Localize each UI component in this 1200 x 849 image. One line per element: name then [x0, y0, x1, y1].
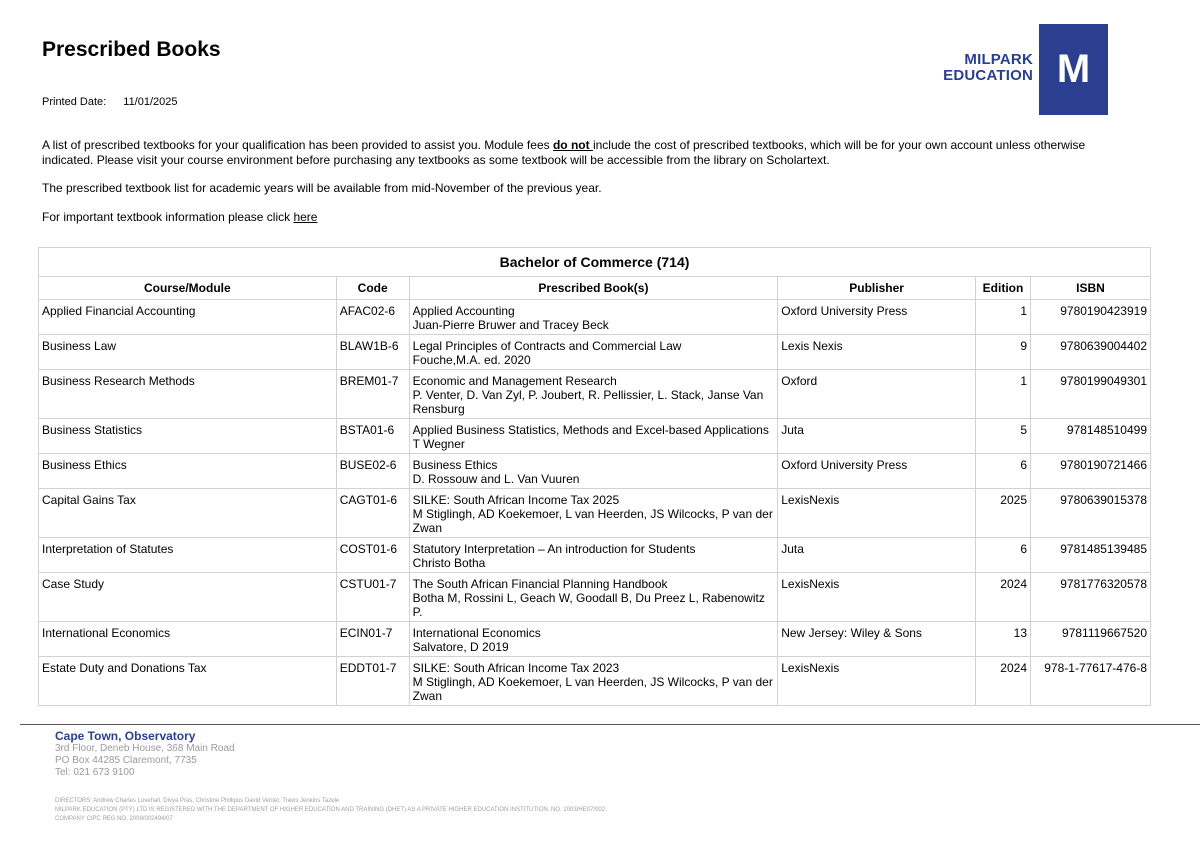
here-link[interactable]: here: [293, 210, 318, 224]
table-row: [39, 370, 1151, 419]
book-cell: [409, 538, 778, 573]
column-header: Course/Module: [39, 277, 337, 300]
edition-cell: 1: [976, 370, 1031, 419]
availability-note: The prescribed textbook list for academic years will be available from mid-November of the previous year.: [42, 181, 602, 195]
info-link-text: For important textbook information please click: [42, 210, 294, 224]
book-cell: [409, 335, 778, 370]
column-header: Edition: [976, 277, 1031, 300]
book-cell: [409, 657, 778, 706]
printed-date-value: 11/01/2025: [123, 96, 178, 108]
logo-wordmark: [937, 52, 1033, 84]
code-cell: BUSE02-6: [336, 454, 409, 489]
book-title: Economic and Management Research: [412, 374, 617, 388]
table-row: [39, 538, 1151, 573]
footer-address-line: 3rd Floor, Deneb House, 368 Main Road: [55, 743, 235, 754]
column-header: ISBN: [1031, 277, 1151, 300]
book-authors: Christo Botha: [412, 556, 486, 570]
edition-cell: 13: [976, 622, 1031, 657]
edition-cell: 6: [976, 538, 1031, 573]
book-cell: [409, 454, 778, 489]
module-cell: Capital Gains Tax: [39, 489, 337, 538]
code-cell: BSTA01-6: [336, 419, 409, 454]
book-authors: Juan-Pierre Bruwer and Tracey Beck: [412, 318, 609, 332]
book-title: SILKE: South African Income Tax 2023: [412, 661, 620, 675]
publisher-cell: Oxford University Press: [778, 454, 976, 489]
book-authors: D. Rossouw and L. Van Vuuren: [412, 472, 580, 486]
publisher-cell: LexisNexis: [778, 573, 976, 622]
footer-campus: Cape Town, Observatory: [55, 729, 196, 743]
module-cell: Case Study: [39, 573, 337, 622]
book-authors: M Stiglingh, AD Koekemoer, L van Heerden, JS Wilcocks, P van der Zwan: [412, 507, 773, 535]
isbn-cell: 9781485139485: [1031, 538, 1151, 573]
page-title: Prescribed Books: [42, 38, 221, 61]
publisher-cell: New Jersey: Wiley & Sons: [778, 622, 976, 657]
publisher-cell: Oxford University Press: [778, 300, 976, 335]
book-authors: P. Venter, D. Van Zyl, P. Joubert, R. Pellissier, L. Stack, Janse Van Rensburg: [412, 388, 764, 416]
prescribed-books-table: [38, 247, 1151, 706]
footer-divider: [20, 724, 1200, 725]
code-cell: CSTU01-7: [336, 573, 409, 622]
module-cell: Estate Duty and Donations Tax: [39, 657, 337, 706]
code-cell: EDDT01-7: [336, 657, 409, 706]
book-title: SILKE: South African Income Tax 2025: [412, 493, 620, 507]
publisher-cell: Oxford: [778, 370, 976, 419]
book-title: Statutory Interpretation – An introduction for Students: [412, 542, 696, 556]
table-row: [39, 622, 1151, 657]
printed-date-label: Printed Date:: [42, 96, 107, 108]
footer-company-reg: COMPANY CIPC REG NO. 2009/002494/07: [55, 816, 173, 822]
degree-title: Bachelor of Commerce (714): [39, 248, 1151, 277]
book-authors: Salvatore, D 2019: [412, 640, 509, 654]
footer-address: [55, 743, 235, 779]
table-row: [39, 419, 1151, 454]
table-header-row: [39, 277, 1151, 300]
isbn-cell: 9781119667520: [1031, 622, 1151, 657]
table-row: [39, 454, 1151, 489]
module-cell: Business Statistics: [39, 419, 337, 454]
publisher-cell: Lexis Nexis: [778, 335, 976, 370]
book-title: International Economics: [412, 626, 541, 640]
book-cell: [409, 419, 778, 454]
book-cell: [409, 489, 778, 538]
publisher-cell: LexisNexis: [778, 657, 976, 706]
book-title: Business Ethics: [412, 458, 498, 472]
publisher-cell: Juta: [778, 538, 976, 573]
module-cell: Business Ethics: [39, 454, 337, 489]
book-authors: Botha M, Rossini L, Geach W, Goodall B, Du Preez L, Rabenowitz P.: [412, 591, 765, 619]
info-link-line: [42, 210, 317, 224]
intro-paragraph: [42, 138, 1132, 168]
intro-text-2: include the cost of prescribed textbooks, which will be for your own account unless otherwise indicated. Please visit your course environment before purchasing any textbooks as some textbook will be accessible from the library on Scholartext.: [42, 138, 1086, 167]
book-authors: Fouche,M.A. ed. 2020: [412, 353, 531, 367]
book-title: The South African Financial Planning Handbook: [412, 577, 668, 591]
footer-telephone: Tel: 021 673 9100: [55, 767, 135, 778]
logo-line-2: EDUCATION: [943, 67, 1033, 84]
edition-cell: 2025: [976, 489, 1031, 538]
code-cell: BLAW1B-6: [336, 335, 409, 370]
edition-cell: 2024: [976, 657, 1031, 706]
table-row: [39, 657, 1151, 706]
book-title: Applied Business Statistics, Methods and Excel-based Applications: [412, 423, 769, 437]
printed-date: [42, 96, 178, 108]
book-cell: [409, 370, 778, 419]
book-title: Legal Principles of Contracts and Commercial Law: [412, 339, 682, 353]
book-authors: T Wegner: [412, 437, 465, 451]
table-row: [39, 573, 1151, 622]
module-cell: Business Research Methods: [39, 370, 337, 419]
book-cell: [409, 573, 778, 622]
publisher-cell: LexisNexis: [778, 489, 976, 538]
code-cell: AFAC02-6: [336, 300, 409, 335]
column-header: Code: [336, 277, 409, 300]
edition-cell: 1: [976, 300, 1031, 335]
module-cell: Interpretation of Statutes: [39, 538, 337, 573]
column-header: Prescribed Book(s): [409, 277, 778, 300]
book-title: Applied Accounting: [412, 304, 515, 318]
milpark-logo: [937, 24, 1108, 115]
intro-emphasis: do not: [552, 138, 593, 152]
edition-cell: 5: [976, 419, 1031, 454]
edition-cell: 2024: [976, 573, 1031, 622]
book-authors: M Stiglingh, AD Koekemoer, L van Heerden, JS Wilcocks, P van der Zwan: [412, 675, 773, 703]
isbn-cell: 978148510499: [1031, 419, 1151, 454]
column-header: Publisher: [778, 277, 976, 300]
book-cell: [409, 300, 778, 335]
code-cell: COST01-6: [336, 538, 409, 573]
code-cell: BREM01-7: [336, 370, 409, 419]
intro-text-1: A list of prescribed textbooks for your qualification has been provided to assist you. Module fees: [42, 138, 553, 152]
table-row: [39, 300, 1151, 335]
logo-mark: M: [1039, 24, 1108, 115]
code-cell: CAGT01-6: [336, 489, 409, 538]
edition-cell: 9: [976, 335, 1031, 370]
isbn-cell: 9781776320578: [1031, 573, 1151, 622]
edition-cell: 6: [976, 454, 1031, 489]
isbn-cell: 9780639004402: [1031, 335, 1151, 370]
footer-directors: DIRECTORS: Andrew Charles Lovehall, Divya Pras, Christine Phillipus David Venter, Travis Jenkins Tazele: [55, 798, 340, 804]
table-row: [39, 335, 1151, 370]
footer-legal: [55, 797, 607, 824]
isbn-cell: 9780639015378: [1031, 489, 1151, 538]
publisher-cell: Juta: [778, 419, 976, 454]
table-row: [39, 489, 1151, 538]
isbn-cell: 9780190423919: [1031, 300, 1151, 335]
isbn-cell: 9780199049301: [1031, 370, 1151, 419]
module-cell: Business Law: [39, 335, 337, 370]
module-cell: Applied Financial Accounting: [39, 300, 337, 335]
module-cell: International Economics: [39, 622, 337, 657]
book-cell: [409, 622, 778, 657]
code-cell: ECIN01-7: [336, 622, 409, 657]
footer-registration: MILPARK EDUCATION (PTY) LTD IS REGISTERED WITH THE DEPARTMENT OF HIGHER EDUCATION AND TRAINING (DHET) AS A PRIVATE HIGHER EDUCATION INSTITUTION. NO. 2003/HE07/002.: [55, 807, 607, 813]
logo-line-1: MILPARK: [964, 51, 1033, 68]
isbn-cell: 9780190721466: [1031, 454, 1151, 489]
footer-po-box: PO Box 44285 Claremont, 7735: [55, 755, 197, 766]
isbn-cell: 978-1-77617-476-8: [1031, 657, 1151, 706]
